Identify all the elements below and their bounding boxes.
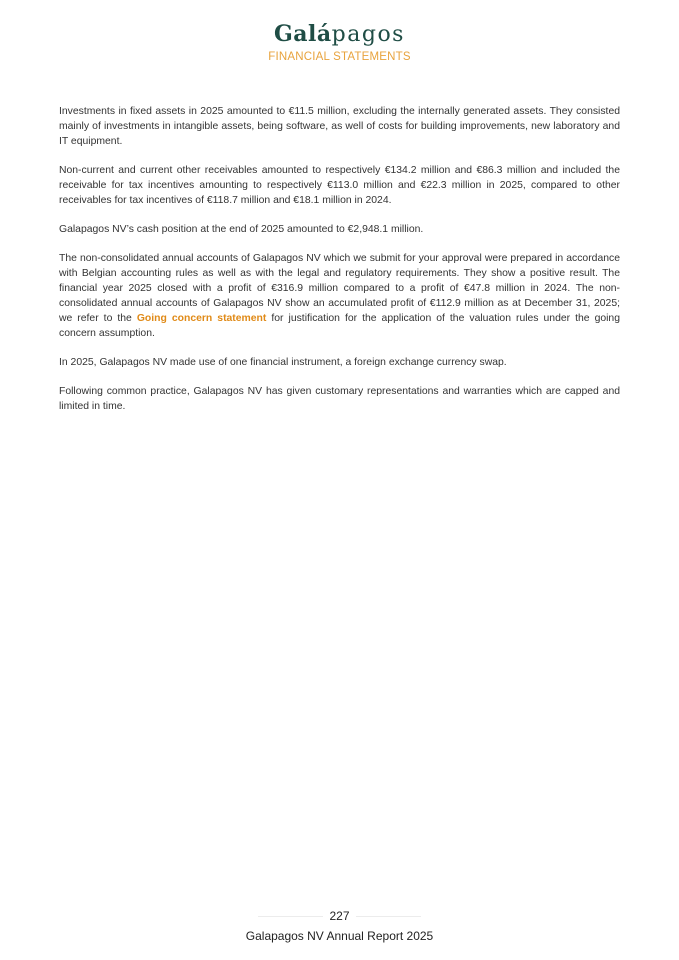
page-footer bbox=[0, 907, 679, 945]
report-title: Galapagos NV Annual Report 2025 bbox=[245, 929, 434, 943]
logo-text-light: pagos bbox=[331, 22, 405, 47]
logo-text-bold: Galá bbox=[274, 21, 332, 47]
document-body bbox=[59, 104, 620, 428]
paragraph-annual-accounts-text-end: for justification for the application of the valuation rules under the going concern assumption. bbox=[59, 313, 620, 339]
galapagos-logo bbox=[0, 20, 679, 49]
paragraph-financial-instrument: In 2025, Galapagos NV made use of one financial instrument, a foreign exchange currency swap. bbox=[59, 357, 507, 368]
paragraph-cash-position: Galapagos NV’s cash position at the end of 2025 amounted to €2,948.1 million. bbox=[59, 224, 424, 235]
going-concern-statement-link[interactable]: Going concern statement bbox=[136, 313, 267, 324]
paragraph-annual-accounts-text: The non-consolidated annual accounts of Galapagos NV which we submit for your approval were prepared in accordance with Belgian accounting rules as well as with the legal and regulatory requirements. They show a positive result. The financial year 2025 closed with a profit of €316.9 million compared to a profit of €47.8 million in 2024. The non-consolidated annual accounts of Galapagos NV show an accumulated profit of €112.9 million as at December 31, 2025; we refer to the bbox=[59, 253, 620, 324]
section-title: FINANCIAL STATEMENTS bbox=[268, 51, 411, 63]
paragraph-representations: Following common practice, Galapagos NV has given customary representations and warranties which are capped and limited in time. bbox=[59, 386, 620, 412]
page-header bbox=[0, 20, 679, 63]
page-number: 227 bbox=[323, 907, 355, 925]
paragraph-fixed-assets: Investments in fixed assets in 2025 amounted to €11.5 million, excluding the internally generated assets. They consisted mainly of investments in intangible assets, being software, as well of costs for building improvements, new laboratory and IT equipment. bbox=[59, 106, 620, 147]
paragraph-other-receivables: Non-current and current other receivables amounted to respectively €134.2 million and €86.3 million and included the receivable for tax incentives amounting to respectively €113.0 million and €22.3 million in 2025, compared to other receivables for tax incentives of €118.7 million and €18.1 million in 2024. bbox=[59, 165, 620, 206]
paragraph-annual-accounts bbox=[59, 251, 620, 341]
